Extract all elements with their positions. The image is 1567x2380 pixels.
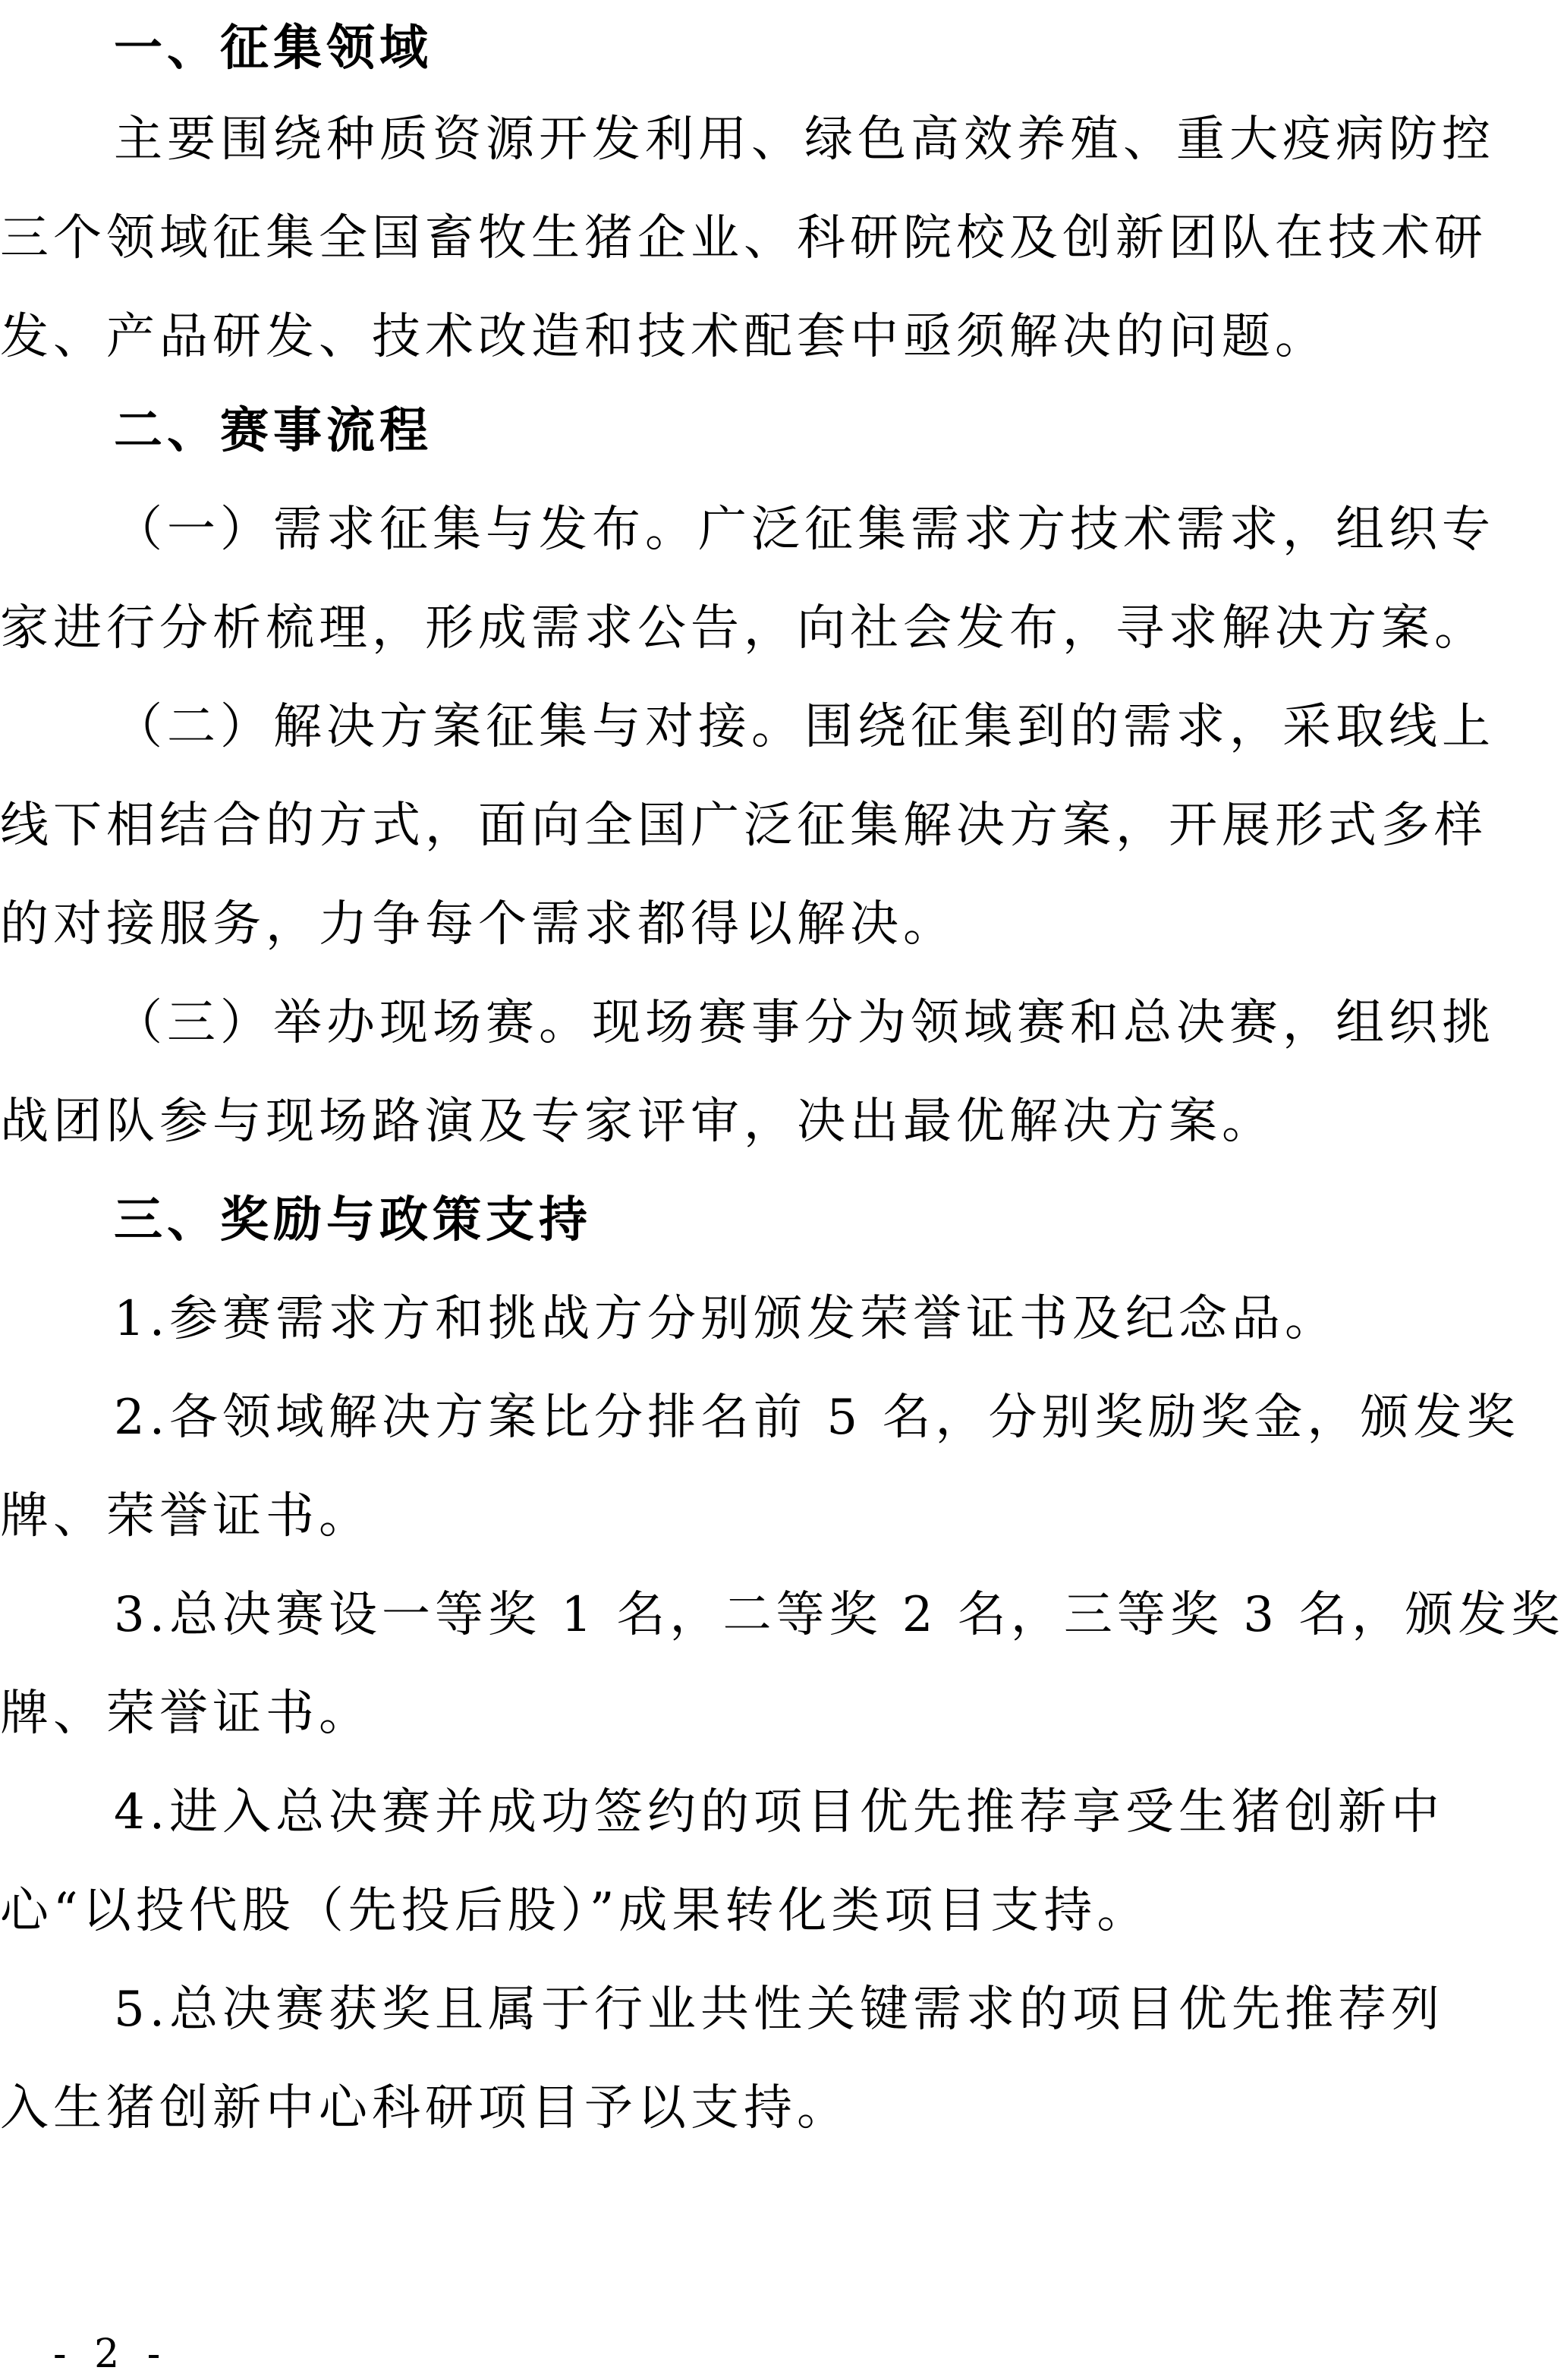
page-number: - 2 - <box>53 2331 168 2377</box>
paragraph-line: （二）解决方案征集与对接。围绕征集到的需求，采取线上 <box>114 699 1495 755</box>
paragraph-line: 发、产品研发、技术改造和技术配套中亟须解决的问题。 <box>0 309 1328 365</box>
section-heading-1: 一、征集领域 <box>114 20 433 77</box>
paragraph-line: 2.各领域解决方案比分排名前 5 名，分别奖励奖金，颁发奖 <box>114 1390 1520 1446</box>
paragraph-line: 牌、荣誉证书。 <box>0 1488 372 1544</box>
paragraph-line: 5.总决赛获奖且属于行业共性关键需求的项目优先推荐列 <box>114 1982 1445 2038</box>
paragraph-line: 1.参赛需求方和挑战方分别颁发荣誉证书及纪念品。 <box>114 1291 1339 1347</box>
paragraph-line: 战团队参与现场路演及专家评审，决出最优解决方案。 <box>0 1094 1275 1150</box>
paragraph-line: 3.总决赛设一等奖 1 名，二等奖 2 名，三等奖 3 名，颁发奖 <box>114 1587 1565 1643</box>
paragraph-line: （三）举办现场赛。现场赛事分为领域赛和总决赛，组织挑 <box>114 995 1495 1051</box>
paragraph-line: 家进行分析梳理，形成需求公告，向社会发布，寻求解决方案。 <box>0 600 1487 656</box>
paragraph-line: 的对接服务，力争每个需求都得以解决。 <box>0 896 956 952</box>
paragraph-line: 入生猪创新中心科研项目予以支持。 <box>0 2080 850 2136</box>
paragraph-line: 三个领域征集全国畜牧生猪企业、科研院校及创新团队在技术研 <box>0 210 1487 266</box>
paragraph-line: 主要围绕种质资源开发利用、绿色高效养殖、重大疫病防控 <box>114 112 1495 168</box>
section-heading-2: 二、赛事流程 <box>114 403 433 459</box>
paragraph-line: （一）需求征集与发布。广泛征集需求方技术需求，组织专 <box>114 502 1495 558</box>
paragraph-line: 4.进入总决赛并成功签约的项目优先推荐享受生猪创新中 <box>114 1784 1445 1840</box>
paragraph-line: 牌、荣誉证书。 <box>0 1686 372 1742</box>
paragraph-line: 心“以投代股（先投后股）”成果转化类项目支持。 <box>0 1883 1150 1939</box>
paragraph-line: 线下相结合的方式，面向全国广泛征集解决方案，开展形式多样 <box>0 798 1487 854</box>
section-heading-3: 三、奖励与政策支持 <box>114 1192 592 1248</box>
